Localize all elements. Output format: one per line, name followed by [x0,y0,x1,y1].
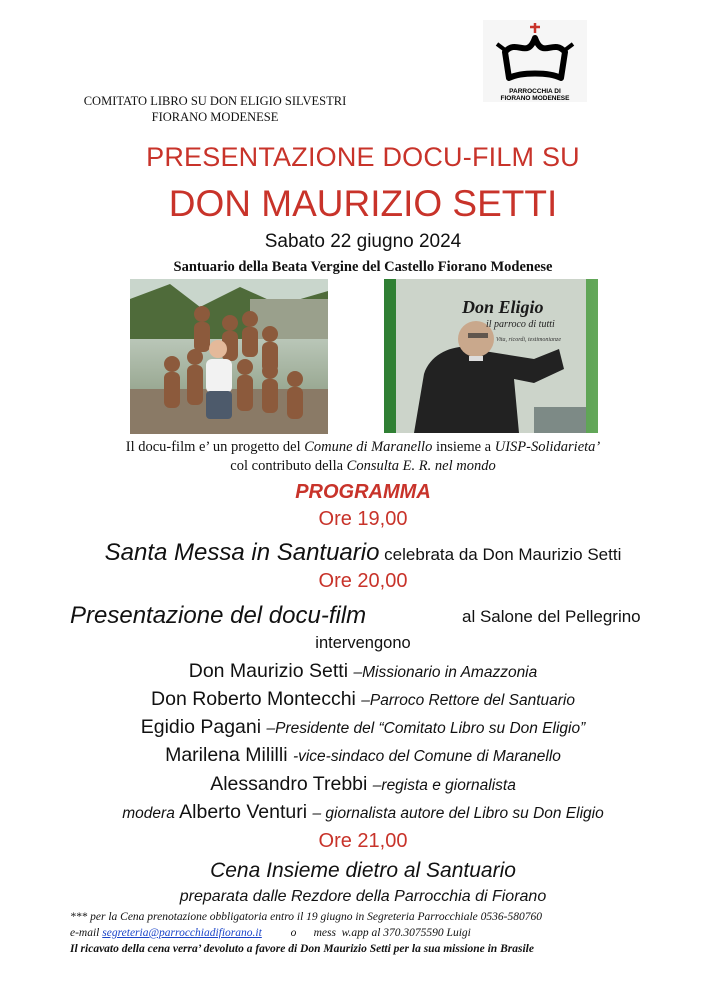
speaker-role: –Parroco Rettore del Santuario [361,692,575,709]
credits-uisp: UISP-Solidarieta’ [494,439,601,455]
title-line2: DON MAURIZIO SETTI [168,183,558,224]
email-link[interactable]: segreteria@parrocchiadifiorano.it [102,927,262,939]
book-tagline: Vita, ricordi, testimonianze [496,337,561,343]
book-subtitle: il parroco di tutti [486,319,555,330]
title-line1: PRESENTAZIONE DOCU-FILM SU [146,142,580,172]
time-2100: Ore 21,00 [318,830,408,852]
credits-line2 [0,458,726,475]
speaker-row [0,660,726,683]
speaker-name: Marilena Mililli [165,744,293,766]
moderator-name: Alberto Venturi [179,801,313,823]
credits-text: Il docu-film e’ un progetto del [125,439,305,455]
event-mass-title: Santa Messa in Santuario [104,539,380,566]
logo-caption-line2: FIORANO MODENESE [500,95,570,102]
programma-heading: PROGRAMMA [295,481,431,503]
footer-booking-note: *** per la Cena prenotazione obbligatoria entro il 19 giugno in Segreteria Parrocchiale 0536-580760 [70,911,542,923]
speaker-name: Alessandro Trebbi [210,773,373,795]
footer-email-prefix: e-mail [70,927,103,939]
moderator-prefix: modera [122,805,180,822]
event-date: Sabato 22 giugno 2024 [264,231,462,252]
children-photo [130,279,328,434]
logo-caption-line1: PARROCCHIA DI [509,88,561,95]
event-dinner-subtitle: preparata dalle Rezdore della Parrocchia di Fiorano [179,888,547,905]
credits-comune: Comune di Maranello [304,439,433,455]
event-mass [0,539,726,567]
speaker-name: Don Roberto Montecchi [151,688,362,710]
speakers-intro: intervengono [315,634,411,652]
time-2000: Ore 20,00 [318,570,408,592]
moderator-row [0,801,726,824]
footer-contact [70,927,471,939]
credits-consulta: Consulta E. R. nel mondo [346,458,496,474]
event-presentation-title: Presentazione del docu-film [70,602,367,629]
speaker-row [0,773,726,796]
event-venue: Santuario della Beata Vergine del Castello Fiorano Modenese [173,259,553,275]
speaker-row [0,688,726,711]
committee-header [70,93,360,125]
speaker-role: -vice-sindaco del Comune di Maranello [292,748,561,765]
speaker-role: –regista e giornalista [372,777,516,794]
event-mass-detail: celebrata da Don Maurizio Setti [379,545,622,564]
speaker-row [0,716,726,739]
credits-text3: col contributo della [230,458,347,474]
logo-caption [483,88,587,102]
credits-text2: insieme a [432,439,495,455]
committee-name: COMITATO LIBRO SU DON ELIGIO SILVESTRI [83,94,347,108]
speaker-role: –Presidente del “Comitato Libro su Don Eligio” [266,720,586,737]
footer-whatsapp: o mess w.app al 370.3075590 Luigi [261,927,471,939]
speaker-name: Don Maurizio Setti [188,660,354,682]
speaker-row [0,744,726,767]
moderator-role: – giornalista autore del Libro su Don Eligio [312,805,604,822]
event-dinner-title: Cena Insieme dietro al Santuario [210,859,516,882]
footer-proceeds-note: Il ricavato della cena verra’ devoluto a favore di Don Maurizio Setti per la sua missione in Brasile [70,943,534,955]
event-presentation-place: al Salone del Pellegrino [462,607,641,626]
credits-line1 [0,439,726,456]
book-cover-image [384,279,598,433]
committee-town: FIORANO MODENESE [151,110,279,124]
speaker-role: –Missionario in Amazzonia [353,664,538,681]
book-title: Don Eligio [462,297,544,317]
speaker-name: Egidio Pagani [140,716,267,738]
time-1900: Ore 19,00 [318,508,408,530]
